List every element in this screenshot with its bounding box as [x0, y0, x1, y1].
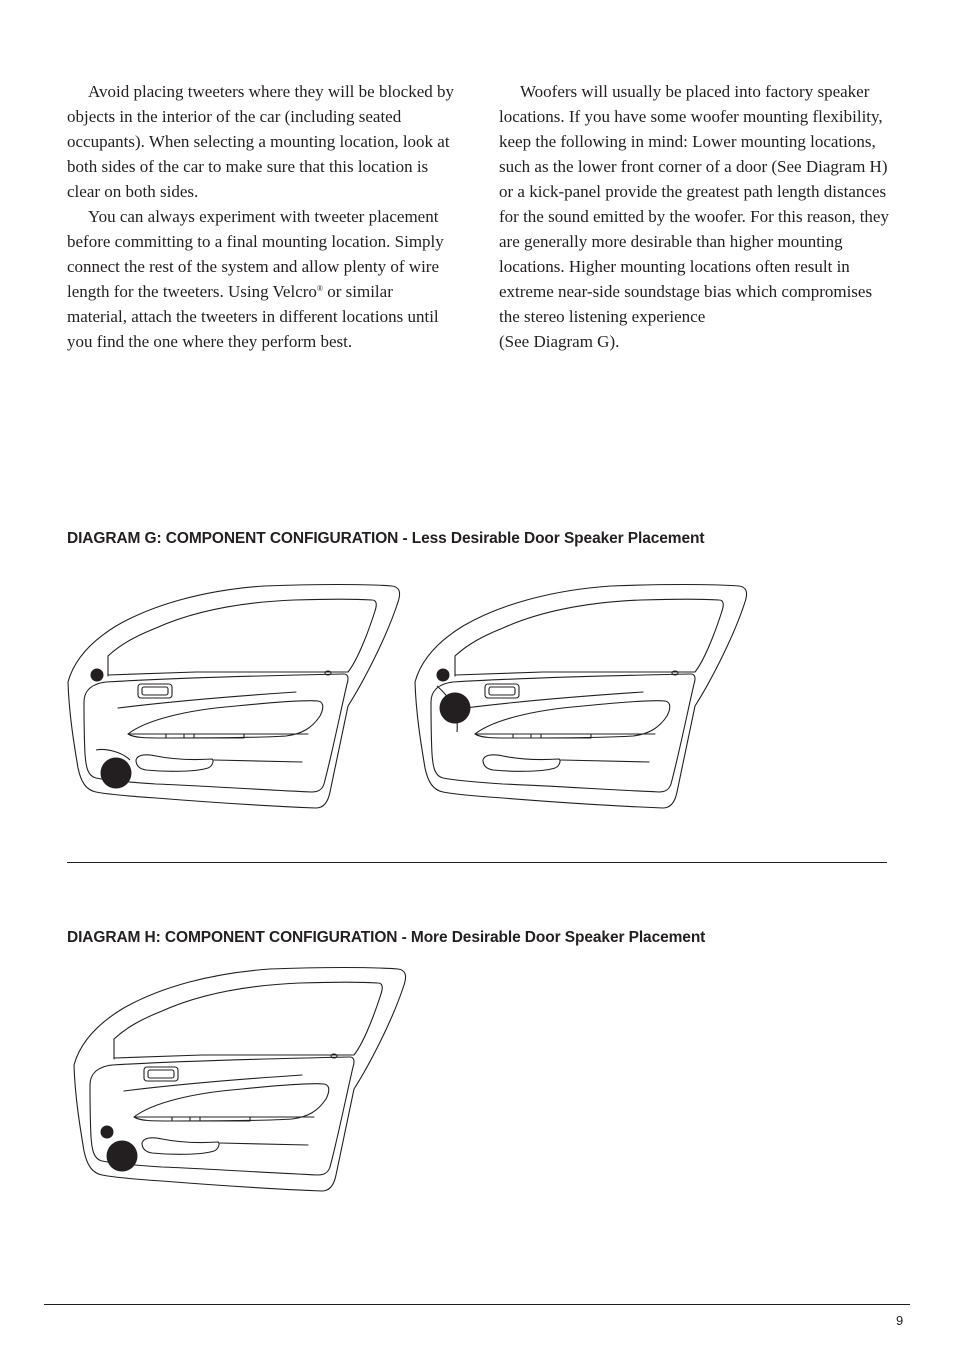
- tweeter-dot: [101, 1126, 114, 1139]
- woofer-dot: [107, 1141, 138, 1172]
- diagram-g-door-right: [413, 584, 753, 814]
- left-text-column: [67, 79, 455, 354]
- right-text-column: [499, 79, 891, 354]
- woofer-dot: [440, 693, 471, 724]
- tweeter-placement-paragraph: Avoid placing tweeters where they will be blocked by objects in the interior of the car (including seated occupants). When selecting a mounting location, look at both sides of the car to make sure that this location is clear on both sides.: [67, 82, 455, 201]
- tweeter-experiment-paragraph: [67, 204, 455, 354]
- diagram-h-heading: DIAGRAM H: COMPONENT CONFIGURATION - More Desirable Door Speaker Placement: [67, 929, 706, 946]
- registered-mark: ®: [316, 284, 323, 293]
- woofer-dot: [101, 758, 132, 789]
- woofer-placement-paragraph: Woofers will usually be placed into factory speaker locations. If you have some woofer mounting flexibility, keep the following in mind: Lower mounting locations, such as the lower front corner of a door (See Diagram H) or a kick-panel provide the greatest path length distances for the sound emitted by the woofer. For this reason, they are generally more desirable than higher mounting locations. Higher mounting locations often result in extreme near-side soundstage bias which compromises the stereo listening experience: [499, 82, 889, 326]
- tweeter-dot: [91, 669, 104, 682]
- tweeter-experiment-text-end: or similar material, attach the tweeters in different locations until you find the one where they perform best.: [67, 282, 439, 351]
- tweeter-experiment-text: You can always experiment with tweeter placement before committing to a final mounting location. Simply connect the rest of the system and allow plenty of wire length for the tweeters. Using Velcro: [67, 207, 444, 301]
- section-divider: [67, 862, 887, 863]
- diagram-h-door: [72, 967, 412, 1197]
- woofer-placement-reference: (See Diagram G).: [499, 332, 620, 351]
- page-number: 9: [896, 1313, 904, 1328]
- diagram-g-door-left: [66, 584, 406, 814]
- footer-divider: [44, 1304, 910, 1305]
- tweeter-dot: [437, 669, 450, 682]
- diagram-g-heading: DIAGRAM G: COMPONENT CONFIGURATION - Less Desirable Door Speaker Placement: [67, 530, 705, 547]
